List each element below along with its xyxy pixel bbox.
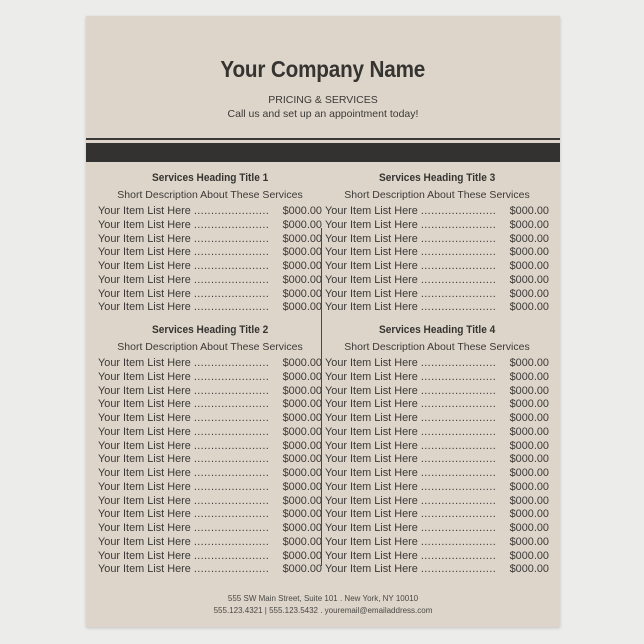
price-list-item [325,426,549,440]
item-price: $000.00 [282,287,322,300]
price-list-item [98,412,322,426]
item-name: Your Item List Here [98,535,191,548]
price-list-item [98,467,322,481]
item-leader-dots: ...................... [420,494,497,507]
item-name: Your Item List Here [98,549,191,562]
section-heading [325,322,549,339]
item-price: $000.00 [282,232,322,245]
item-name: Your Item List Here [325,260,418,272]
item-price: $000.00 [282,439,322,452]
price-list-item [98,219,322,233]
item-leader-dots: ...................... [193,273,270,286]
item-price: $000.00 [509,218,549,231]
price-list-item [325,246,549,260]
price-list-item [98,357,322,371]
item-leader-dots: ...................... [193,494,270,507]
item-leader-dots: ...................... [420,370,497,383]
price-list-item [98,274,322,288]
item-price: $000.00 [282,535,322,548]
price-list-item [98,288,322,302]
section-description: Short Description About These Services [117,189,303,201]
price-list-item [98,426,322,440]
item-leader-dots: ...................... [193,480,270,493]
item-leader-dots: ...................... [193,246,270,259]
item-name: Your Item List Here [325,549,418,562]
item-price: $000.00 [509,287,549,300]
header-dark-bar [86,143,560,162]
item-price: $000.00 [282,357,322,369]
item-name: Your Item List Here [98,370,191,383]
price-list-item [98,260,322,274]
item-leader-dots: ...................... [420,246,497,259]
item-price: $000.00 [282,246,322,259]
item-leader-dots: ...................... [193,412,270,424]
price-list-item [325,522,549,536]
item-name: Your Item List Here [98,563,191,576]
item-leader-dots: ...................... [193,549,270,562]
price-list-item [325,440,549,454]
item-price: $000.00 [509,425,549,438]
item-price: $000.00 [282,522,322,534]
item-price: $000.00 [282,549,322,562]
price-list-item [325,371,549,385]
header-thin-rule [86,138,560,140]
item-price: $000.00 [282,563,322,576]
item-price: $000.00 [509,370,549,383]
item-leader-dots: ...................... [420,480,497,493]
price-list-item [325,453,549,467]
item-leader-dots: ...................... [193,370,270,383]
price-list-item [325,398,549,412]
item-price: $000.00 [509,508,549,521]
item-leader-dots: ...................... [420,384,497,397]
item-name: Your Item List Here [98,260,191,272]
item-price: $000.00 [282,480,322,493]
section-heading-text: Services Heading Title 1 [151,172,269,184]
item-leader-dots: ...................... [193,535,270,548]
item-price: $000.00 [509,563,549,576]
footer-contact: 555.123.4321 | 555.123.5432 . youremail@emailaddress.com [213,606,433,615]
footer-address: 555 SW Main Street, Suite 101 . New York, NY 10010 [227,594,419,603]
item-price: $000.00 [282,467,322,479]
price-list-item [325,205,549,219]
item-name: Your Item List Here [325,412,418,424]
item-price: $000.00 [509,384,549,397]
section-heading [325,170,549,187]
price-list-item [98,301,322,315]
services-section-4 [325,322,549,577]
item-leader-dots: ...................... [420,425,497,438]
price-list-item [325,301,549,315]
price-list-item [98,440,322,454]
item-name: Your Item List Here [98,357,191,369]
price-list-item [325,467,549,481]
item-leader-dots: ...................... [193,357,270,369]
item-leader-dots: ...................... [420,260,497,272]
item-leader-dots: ...................... [420,563,497,576]
price-list-item [325,508,549,522]
price-list-item [98,205,322,219]
section-heading [98,170,322,187]
item-price: $000.00 [282,370,322,383]
price-list-item [325,233,549,247]
item-price: $000.00 [282,508,322,521]
item-price: $000.00 [509,301,549,314]
section-heading [98,322,322,339]
item-name: Your Item List Here [98,508,191,521]
section-heading-text: Services Heading Title 2 [151,324,269,336]
item-leader-dots: ...................... [193,260,270,272]
item-name: Your Item List Here [325,301,418,314]
item-name: Your Item List Here [325,494,418,507]
item-name: Your Item List Here [325,357,418,369]
item-name: Your Item List Here [98,425,191,438]
item-name: Your Item List Here [325,453,418,466]
item-name: Your Item List Here [325,467,418,479]
item-price: $000.00 [509,205,549,217]
item-name: Your Item List Here [325,522,418,534]
item-price: $000.00 [282,398,322,411]
item-leader-dots: ...................... [420,453,497,466]
pricing-flyer [86,16,560,627]
item-leader-dots: ...................... [420,549,497,562]
item-name: Your Item List Here [98,480,191,493]
item-price: $000.00 [509,273,549,286]
item-price: $000.00 [509,232,549,245]
item-leader-dots: ...................... [420,218,497,231]
item-price: $000.00 [509,522,549,534]
item-name: Your Item List Here [98,246,191,259]
item-price: $000.00 [282,301,322,314]
price-list-item [325,412,549,426]
item-leader-dots: ...................... [193,453,270,466]
item-leader-dots: ...................... [420,522,497,534]
item-leader-dots: ...................... [420,301,497,314]
item-leader-dots: ...................... [193,508,270,521]
price-list-item [98,385,322,399]
item-name: Your Item List Here [325,398,418,411]
item-price: $000.00 [509,398,549,411]
section-description: Short Description About These Services [344,341,530,353]
price-list-item [325,288,549,302]
item-leader-dots: ...................... [193,232,270,245]
item-price: $000.00 [509,412,549,424]
item-name: Your Item List Here [325,287,418,300]
item-leader-dots: ...................... [420,439,497,452]
price-list-item [325,563,549,577]
item-leader-dots: ...................... [420,287,497,300]
item-price: $000.00 [509,357,549,369]
item-price: $000.00 [282,453,322,466]
item-price: $000.00 [509,467,549,479]
services-section-3 [325,170,549,315]
price-list-item [325,536,549,550]
item-leader-dots: ...................... [420,232,497,245]
item-leader-dots: ...................... [420,273,497,286]
item-price: $000.00 [509,535,549,548]
item-price: $000.00 [509,439,549,452]
item-price: $000.00 [282,218,322,231]
price-list-item [325,481,549,495]
item-leader-dots: ...................... [193,287,270,300]
price-list-item [98,550,322,564]
item-leader-dots: ...................... [193,301,270,314]
item-name: Your Item List Here [325,425,418,438]
item-leader-dots: ...................... [420,357,497,369]
item-name: Your Item List Here [98,412,191,424]
item-name: Your Item List Here [325,370,418,383]
item-price: $000.00 [509,549,549,562]
item-price: $000.00 [282,425,322,438]
item-name: Your Item List Here [325,480,418,493]
price-list-item [98,371,322,385]
price-list-item [325,495,549,509]
price-list-item [98,495,322,509]
item-name: Your Item List Here [325,508,418,521]
item-name: Your Item List Here [98,384,191,397]
item-price: $000.00 [282,412,322,424]
flyer-subtitle: PRICING & SERVICES [268,94,378,106]
item-leader-dots: ...................... [193,425,270,438]
item-price: $000.00 [509,480,549,493]
item-name: Your Item List Here [98,522,191,534]
item-price: $000.00 [282,260,322,272]
section-description: Short Description About These Services [117,341,303,353]
item-name: Your Item List Here [98,439,191,452]
item-price: $000.00 [509,246,549,259]
price-list-item [325,385,549,399]
item-leader-dots: ...................... [193,398,270,411]
price-list-item [98,233,322,247]
item-name: Your Item List Here [98,218,191,231]
item-name: Your Item List Here [325,246,418,259]
item-leader-dots: ...................... [193,467,270,479]
item-name: Your Item List Here [98,398,191,411]
item-name: Your Item List Here [325,218,418,231]
item-leader-dots: ...................... [193,563,270,576]
item-leader-dots: ...................... [193,439,270,452]
item-leader-dots: ...................... [193,205,270,217]
item-leader-dots: ...................... [193,218,270,231]
item-name: Your Item List Here [325,232,418,245]
price-list-item [325,274,549,288]
price-list-item [325,260,549,274]
company-name [86,56,560,86]
item-leader-dots: ...................... [420,412,497,424]
price-list-item [98,481,322,495]
item-price: $000.00 [509,260,549,272]
company-name-text: Your Company Name [220,56,426,82]
services-section-2 [98,322,322,577]
price-list-item [98,563,322,577]
price-list-item [325,550,549,564]
item-leader-dots: ...................... [420,205,497,217]
section-heading-text: Services Heading Title 4 [378,324,496,336]
flyer-tagline: Call us and set up an appointment today! [227,108,419,120]
price-list-item [325,219,549,233]
item-name: Your Item List Here [98,494,191,507]
price-list-item [98,453,322,467]
price-list-item [98,536,322,550]
price-list-item [98,508,322,522]
item-name: Your Item List Here [325,439,418,452]
item-name: Your Item List Here [98,453,191,466]
item-name: Your Item List Here [98,301,191,314]
item-leader-dots: ...................... [420,467,497,479]
item-price: $000.00 [282,384,322,397]
item-leader-dots: ...................... [420,535,497,548]
item-leader-dots: ...................... [193,522,270,534]
item-name: Your Item List Here [98,287,191,300]
item-name: Your Item List Here [98,467,191,479]
item-leader-dots: ...................... [193,384,270,397]
item-name: Your Item List Here [98,205,191,217]
price-list-item [98,522,322,536]
price-list-item [325,357,549,371]
item-price: $000.00 [282,205,322,217]
services-section-1 [98,170,322,315]
item-name: Your Item List Here [325,205,418,217]
price-list-item [98,246,322,260]
item-price: $000.00 [282,494,322,507]
item-leader-dots: ...................... [420,508,497,521]
item-leader-dots: ...................... [420,398,497,411]
item-name: Your Item List Here [98,232,191,245]
item-name: Your Item List Here [325,273,418,286]
item-price: $000.00 [509,494,549,507]
item-price: $000.00 [509,453,549,466]
item-name: Your Item List Here [325,563,418,576]
item-price: $000.00 [282,273,322,286]
item-name: Your Item List Here [325,384,418,397]
item-name: Your Item List Here [325,535,418,548]
price-list-item [98,398,322,412]
section-heading-text: Services Heading Title 3 [378,172,496,184]
item-name: Your Item List Here [98,273,191,286]
section-description: Short Description About These Services [344,189,530,201]
